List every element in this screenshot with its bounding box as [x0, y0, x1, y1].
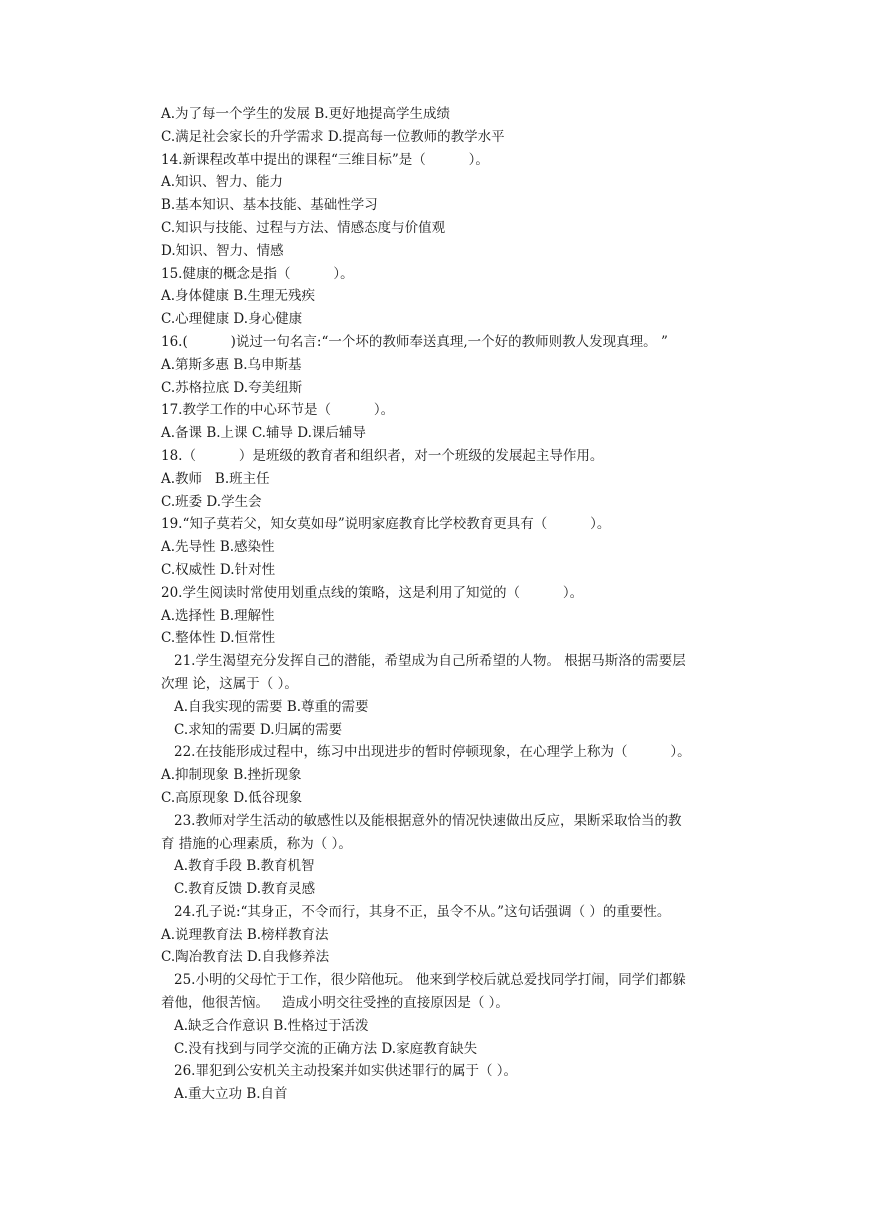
question-22: 22.在技能形成过程中，练习中出现进步的暂时停顿现象，在心理学上称为（ ）。 [174, 744, 691, 761]
text-line: C.陶冶教育法 D.自我修养法 [161, 949, 330, 966]
text-line: 次理 论，这属于（ ）。 [161, 675, 298, 692]
question-23: 23.教师对学生活动的敏感性以及能根据意外的情况快速做出反应，果断采取恰当的教 [174, 812, 682, 829]
text-line: A.选择性 B.理解性 [161, 607, 275, 624]
text-line: A.教师 B.班主任 [161, 470, 270, 487]
question-24: 24.孔子说:“其身正，不令而行，其身不正，虽令不从。”这句话强调（ ）的重要性。 [174, 903, 671, 920]
text-line: 育 措施的心理素质，称为（ ）。 [161, 835, 352, 852]
text-line: A.备课 B.上课 C.辅导 D.课后辅导 [161, 425, 366, 442]
document-page [0, 103, 869, 1106]
text-line: C.整体性 D.恒常性 [161, 630, 276, 647]
question-26: 26.罪犯到公安机关主动投案并如实供述罪行的属于（ ）。 [174, 1063, 518, 1080]
text-line: A.缺乏合作意识 B.性格过于活泼 [174, 1017, 369, 1034]
text-line: A.重大立功 B.自首 [174, 1086, 288, 1103]
text-line: A.第斯多惠 B.乌申斯基 [161, 356, 302, 373]
text-line: 着他，他很苦恼。 造成小明交往受挫的直接原因是（ ）。 [161, 995, 509, 1012]
text-line: C.班委 D.学生会 [161, 493, 262, 510]
text-line: A.为了每一个学生的发展 B.更好地提高学生成绩 [161, 106, 451, 122]
text-line: C.求知的需要 D.归属的需要 [174, 721, 343, 738]
text-line: C.满足社会家长的升学需求 D.提高每一位教师的教学水平 [161, 128, 505, 145]
question-16: 16.( )说过一句名言:“一个坏的教师奉送真理,一个好的教师则教人发现真理。 ” [161, 333, 668, 350]
question-19: 19.“知子莫若父，知女莫如母”说明家庭教育比学校教育更具有（ ）。 [161, 516, 611, 533]
text-line: A.说理教育法 B.榜样教育法 [161, 926, 329, 943]
question-14: 14.新课程改革中提出的课程“三维目标”是（ ）。 [161, 151, 489, 168]
question-25: 25.小明的父母忙于工作，很少陪他玩。 他来到学校后就总爱找同学打闹，同学们都躲 [174, 972, 686, 989]
question-17: 17.教学工作的中心环节是（ ）。 [161, 402, 395, 419]
text-line: C.没有找到与同学交流的正确方法 D.家庭教育缺失 [174, 1040, 478, 1057]
question-20: 20.学生阅读时常使用划重点线的策略，这是利用了知觉的（ ）。 [161, 584, 584, 601]
text-line: D.知识、智力、情感 [161, 242, 284, 259]
text-line: C.心理健康 D.身心健康 [161, 311, 303, 328]
text-line: C.权威性 D.针对性 [161, 561, 276, 578]
question-18: 18.（ ）是班级的教育者和组织者，对一个班级的发展起主导作用。 [161, 447, 604, 464]
text-line: A.知识、智力、能力 [161, 174, 284, 191]
text-line: A.先导性 B.感染性 [161, 539, 275, 556]
text-line: B.基本知识、基本技能、基础性学习 [161, 197, 378, 214]
text-line: C.高原现象 D.低谷现象 [161, 789, 303, 806]
text-line: C.教育反馈 D.教育灵感 [174, 881, 316, 898]
text-line: A.抑制现象 B.挫折现象 [161, 767, 302, 784]
question-21: 21.学生渴望充分发挥自己的潜能，希望成为自己所希望的人物。 根据马斯洛的需要层 [174, 653, 686, 670]
question-15: 15.健康的概念是指（ ）。 [161, 265, 354, 282]
text-line: A.自我实现的需要 B.尊重的需要 [174, 698, 369, 715]
text-line: A.教育手段 B.教育机智 [174, 858, 315, 875]
text-line: C.知识与技能、过程与方法、情感态度与价值观 [161, 219, 446, 236]
text-line: C.苏格拉底 D.夸美纽斯 [161, 379, 303, 396]
text-line: A.身体健康 B.生理无残疾 [161, 288, 316, 305]
